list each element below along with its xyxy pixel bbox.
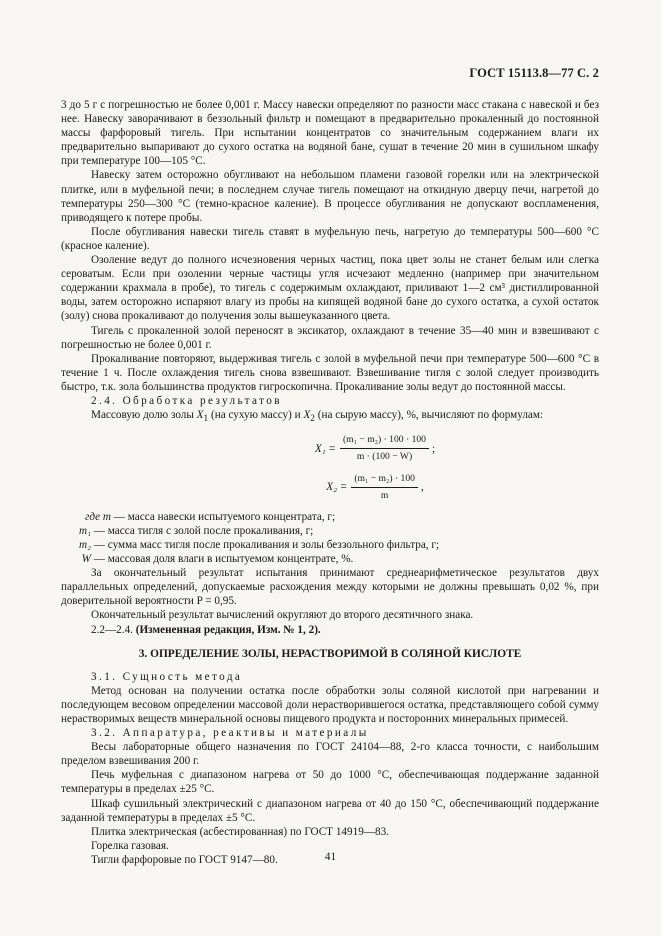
definition-line: W — массовая доля влаги в испытуемом концентрате, %. — [61, 552, 599, 566]
equipment-item: Плитка электрическая (асбестированная) по ГОСТ 14919—83. — [91, 825, 389, 838]
formula-tail: ; — [431, 442, 436, 455]
equipment-item: Весы лабораторные общего назначения по ГОСТ 24104—88, 2-го класса точности, с наибольшим пределом взвешивания 200 г. — [61, 741, 599, 768]
formula-intro: Массовую долю золы $X_1$ (на сухую массу) и $X_2$ (на сырую массу), %, вычисляют по формулам: — [91, 409, 544, 425]
subsection-heading-3-1: 3.1. Сущность метода — [91, 670, 243, 683]
section-3-title: 3. ОПРЕДЕЛЕНИЕ ЗОЛЫ, НЕРАСТВОРИМОЙ В СОЛЯНОЙ КИСЛОТЕ — [138, 647, 522, 660]
paragraph: За окончательный результат испытания принимают среднеарифметическое результатов двух параллельных определений, допускаемые расхождения между которыми не должны превышать 0,02 %, при доверительной вероятности P = 0,95. — [61, 567, 599, 608]
variable-definitions — [61, 510, 599, 566]
formula-fraction — [351, 472, 418, 503]
definition-symbol: m₂ — [79, 538, 91, 551]
definition-line: m₁ — масса тигля с золой после прокаливания, г; — [61, 524, 599, 538]
paragraph: 3 до 5 г с погрешностью не более 0,001 г. Массу навески определяют по разности масс стакана с навеской и без нее. Навеску заворачивают в беззольный фильтр и помещают в предварительно прокаленный до постоянной массы фарфоровый тигель. При испытании концентратов со значительным содержанием влаги их предварительно выпаривают до сухого остатка на водяной бане, сушат в течение 20 мин в сушильном шкафу при температуре 100—105 °С. — [61, 99, 599, 168]
amendment-note: 2.2—2.4. (Измененная редакция, Изм. № 1, 2). — [91, 623, 321, 636]
subsection-heading-3-2: 3.2. Аппаратура, реактивы и материалы — [91, 727, 369, 740]
equipment-item: Тигли фарфоровые по ГОСТ 9147—80. — [91, 853, 278, 866]
paragraph: После обугливания навески тигель ставят в муфельную печь, нагретую до температуры 500—600 °С (красное каление). — [61, 225, 599, 252]
equipment-item: Шкаф сушильный электрический с диапазоном нагрева от 40 до 150 °С, обеспечивающий поддержание заданной температуры в пределах ±5 °С. — [61, 797, 599, 824]
paragraph: Прокаливание повторяют, выдерживая тигель с золой в муфельной печи при температуре 500—600 °С в течение 1 ч. После охлаждения тигель снова взвешивают. Взвешивание тигля с золой следует производить быстро, т.к. зола большинства продуктов гигроскопична. Прокаливание золы ведут до постоянной массы. — [61, 352, 599, 393]
formula-fraction — [340, 433, 429, 464]
paragraph: Окончательный результат вычислений округляют до второго десятичного знака. — [91, 609, 474, 622]
paragraph: Тигель с прокаленной золой переносят в эксикатор, охлаждают в течение 35—40 мин и взвешивают с погрешностью не более 0,001 г. — [61, 324, 599, 351]
formula-x1 — [151, 433, 599, 464]
page-number: 41 — [324, 851, 337, 863]
definition-symbol: W — [81, 553, 91, 566]
definition-symbol: m₁ — [79, 524, 91, 537]
formula-x2 — [151, 472, 599, 503]
definition-line: m₂ — сумма масс тигля после прокаливания и золы беззольного фильтра, г; — [61, 538, 599, 552]
paragraph: Метод основан на получении остатка после обработки золы соляной кислотой при нагревании и последующем весовом определении массовой доли нерастворившегося остатка, представляющего собой сумму нерастворимых веществ минеральной основы пищевого продукта и посторонних минеральных примесей. — [61, 684, 599, 725]
document-body — [61, 98, 599, 867]
formula-numerator: (m₁ − m₂) · 100 — [351, 472, 418, 488]
formula-lhs: X₁ = — [314, 442, 336, 455]
formula-denominator: m · (100 − W) — [356, 451, 413, 463]
definition-line: где m — масса навески испытуемого концентрата, г; — [61, 510, 599, 524]
equipment-item: Печь муфельная с диапазоном нагрева от 50 до 1000 °С, обеспечивающая поддержание заданной температуры в пределах ±25 °С. — [61, 769, 599, 796]
formula-tail: , — [420, 481, 424, 494]
equipment-item: Горелка газовая. — [91, 839, 169, 852]
subsection-heading-2-4: 2.4. Обработка результатов — [91, 394, 282, 407]
paragraph: Озоление ведут до полного исчезновения черных частиц, пока цвет золы не станет белым или слегка сероватым. Если при озолении черные частицы угля исчезают медленно (например при значительном содержании крахмала в пробе), то тигель с содержимым охлаждают, приливают 1—2 см³ дистиллированной воды, затем осторожно испаряют влагу из пробы на кипящей водяной бане до сухого остатка, а сухой остаток (золу) снова прокаливают до получения золы вышеуказанного цвета. — [61, 254, 599, 323]
formula-lhs: X₂ = — [326, 481, 348, 494]
paragraph: Навеску затем осторожно обугливают на небольшом пламени газовой горелки или на электрической плитке, или в муфельной печи; в последнем случае тигель помещают на откидную дверцу печи, нагретой до температуры 250—300 °С (темно-красное каление). В процессе обугливания не допускают воспламенения, приводящего к потере пробы. — [61, 169, 599, 224]
definition-symbol: где m — [84, 510, 111, 523]
page-header: ГОСТ 15113.8—77 С. 2 — [469, 66, 599, 80]
formula-denominator: m — [380, 489, 389, 501]
formula-numerator: (m₁ − m₂) · 100 · 100 — [340, 433, 429, 449]
